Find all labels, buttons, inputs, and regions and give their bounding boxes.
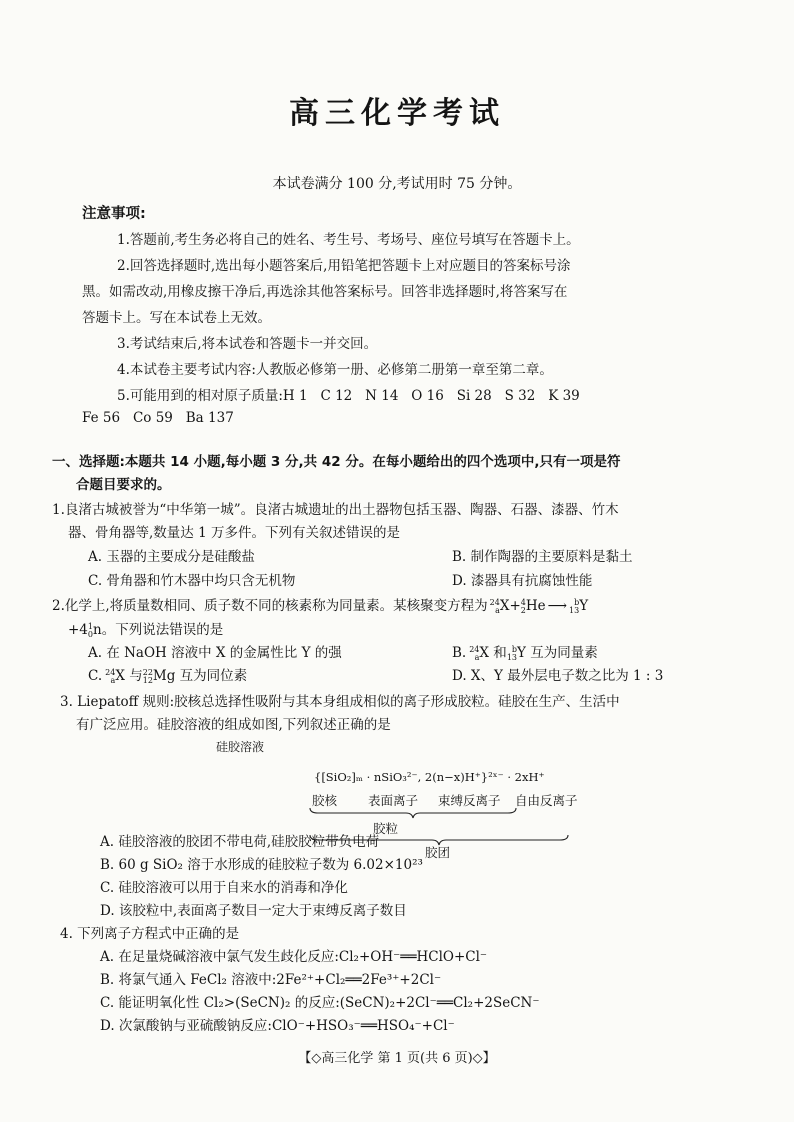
q2-b-prefix: B. [452, 645, 467, 661]
q2-y-mass: b [574, 597, 580, 607]
notice-item-1: 1.答题前,考生务必将自己的姓名、考生号、考场号、座位号填写在答题卡上。 [117, 232, 580, 248]
q4-option-d: D. 次氯酸钠与亚硫酸钠反应:ClO⁻+HSO₃⁻══HSO₄⁻+Cl⁻ [100, 1018, 455, 1034]
diagram-part-core: 胶核 [312, 793, 338, 808]
q2-stem-text: 2.化学上,将质量数相同、质子数不同的核素称为同量素。某核聚变方程为 [52, 598, 488, 614]
notice-heading: 注意事项: [82, 206, 146, 222]
q2-stem-cont [68, 618, 223, 639]
page-footer: 【◇高三化学 第 1 页(共 6 页)◇】 [298, 1051, 496, 1066]
notice-item-3: 3.考试结束后,将本试卷和答题卡一并交回。 [117, 336, 378, 352]
q2-b-suffix: Y 互为同量素 [517, 645, 598, 661]
q2-c-mid: X 与 [115, 668, 143, 684]
section-heading: 一、选择题:本题共 14 小题,每小题 3 分,共 42 分。在每小题给出的四个选项中,只有一项是符 [52, 454, 621, 470]
q2-stem [52, 594, 588, 615]
q1-option-a: A. 玉器的主要成分是硅酸盐 [88, 549, 255, 565]
q2-c-prefix: C. [88, 668, 103, 684]
q2-he-mass: 4 [520, 597, 526, 607]
diagram-label: 硅胶溶液 [216, 740, 265, 754]
q1-stem: 1.良渚古城被誉为“中华第一城”。良渚古城遗址的出土器物包括玉器、陶器、石器、漆器、竹木 [52, 502, 619, 518]
q4-option-b: B. 将氯气通入 FeCl₂ 溶液中:2Fe²⁺+Cl₂══2Fe³⁺+2Cl⁻ [100, 972, 442, 988]
q2-option-d: D. X、Y 最外层电子数之比为 1 : 3 [452, 668, 664, 684]
q1-option-c: C. 骨角器和竹木器中均只含无机物 [88, 573, 296, 589]
q3-option-b: B. 60 g SiO₂ 溶于水形成的硅胶粒子数为 6.02×10²³ [100, 857, 423, 873]
q4-option-a: A. 在足量烧碱溶液中氯气发生歧化反应:Cl₂+OH⁻══HClO+Cl⁻ [100, 949, 488, 965]
q4-option-c: C. 能证明氧化性 Cl₂>(SeCN)₂ 的反应:(SeCN)₂+2Cl⁻══Cl₂+2SeCN⁻ [100, 995, 540, 1011]
diagram-particle: 胶粒 [373, 821, 399, 836]
q2-b-x-mass: 24 [469, 644, 480, 654]
q2-stem-cont-text: n。下列说法错误的是 [93, 622, 224, 638]
notice-item-4: 4.本试卷主要考试内容:人教版必修第一册、必修第二册第一章至第二章。 [117, 362, 553, 378]
q1-stem-cont: 器、骨角器等,数量达 1 万多件。下列有关叙述错误的是 [68, 525, 400, 541]
q3-stem-cont: 有广泛应用。硅胶溶液的组成如图,下列叙述正确的是 [76, 717, 391, 733]
diagram-formula: {[SiO₂]ₘ · nSiO₃²⁻, 2(n−x)H⁺}²ˣ⁻ · 2xH⁺ [314, 770, 545, 784]
q2-arrow: ⟶ [547, 598, 568, 614]
notice-item-5: 5.可能用到的相对原子质量:H 1 C 12 N 14 O 16 Si 28 S 32 K 39 [117, 388, 580, 404]
q2-he: He [525, 598, 546, 614]
notice-item-2-cont2: 答题卡上。写在本试卷上无效。 [82, 310, 271, 326]
particle-bracket [308, 806, 518, 820]
page-title: 高三化学考试 [289, 96, 505, 131]
q1-option-d: D. 漆器具有抗腐蚀性能 [452, 573, 593, 589]
q3-stem: 3. Liepatoff 规则:胶核总选择性吸附与其本身组成相似的离子形成胶粒。硅胶在生产、生活中 [60, 694, 620, 710]
q2-c-mg-mass: 22 [142, 667, 153, 677]
q2-option-a: A. 在 NaOH 溶液中 X 的金属性比 Y 的强 [88, 645, 342, 661]
q2-b-x-num: a [474, 652, 480, 662]
notice-item-2-cont: 黑。如需改动,用橡皮擦干净后,再选涂其他答案标号。回答非选择题时,将答案写在 [82, 284, 568, 300]
q3-option-c: C. 硅胶溶液可以用于自来水的消毒和净化 [100, 880, 348, 896]
q3-option-d: D. 该胶粒中,表面离子数目一定大于束缚反离子数目 [100, 903, 407, 919]
section-heading-cont: 合题目要求的。 [76, 477, 171, 493]
q2-b-mid: X 和 [479, 645, 507, 661]
q2-x-mass: 24 [489, 597, 500, 607]
diagram-part-free: 自由反离子 [515, 793, 578, 808]
diagram-micelle: 胶团 [425, 845, 451, 860]
notice-item-2: 2.回答选择题时,选出每小题答案后,用铅笔把答题卡上对应题目的答案标号涂 [117, 258, 571, 274]
q2-c-suffix: Mg 互为同位素 [152, 668, 248, 684]
q2-b-y-num: 13 [506, 652, 517, 662]
q2-y-num: 13 [569, 605, 580, 615]
q4-stem: 4. 下列离子方程式中正确的是 [60, 926, 240, 942]
q3-option-a: A. 硅胶溶液的胶团不带电荷,硅胶胶粒带负电荷 [100, 834, 380, 850]
q2-n-coef: +4 [68, 622, 88, 638]
q2-b-y-mass: b [511, 644, 517, 654]
q2-he-num: 2 [520, 605, 526, 615]
q2-y: Y [579, 598, 589, 614]
q2-x: X+ [499, 598, 521, 614]
q2-c-x-num: a [110, 675, 116, 685]
exam-intro: 本试卷满分 100 分,考试用时 75 分钟。 [272, 176, 522, 192]
diagram-part-surface: 表面离子 [368, 793, 419, 808]
q2-option-b [452, 641, 598, 662]
q2-c-x-mass: 24 [105, 667, 116, 677]
q2-option-c [88, 664, 247, 685]
q1-option-b: B. 制作陶器的主要原料是黏土 [452, 549, 633, 565]
q2-n-num: 0 [87, 629, 93, 639]
q2-x-num: a [495, 605, 500, 615]
q2-n-mass: 1 [87, 621, 93, 631]
notice-item-5-cont: Fe 56 Co 59 Ba 137 [82, 410, 234, 426]
q2-c-mg-num: 12 [142, 675, 153, 685]
diagram-part-bound: 束缚反离子 [438, 793, 501, 808]
